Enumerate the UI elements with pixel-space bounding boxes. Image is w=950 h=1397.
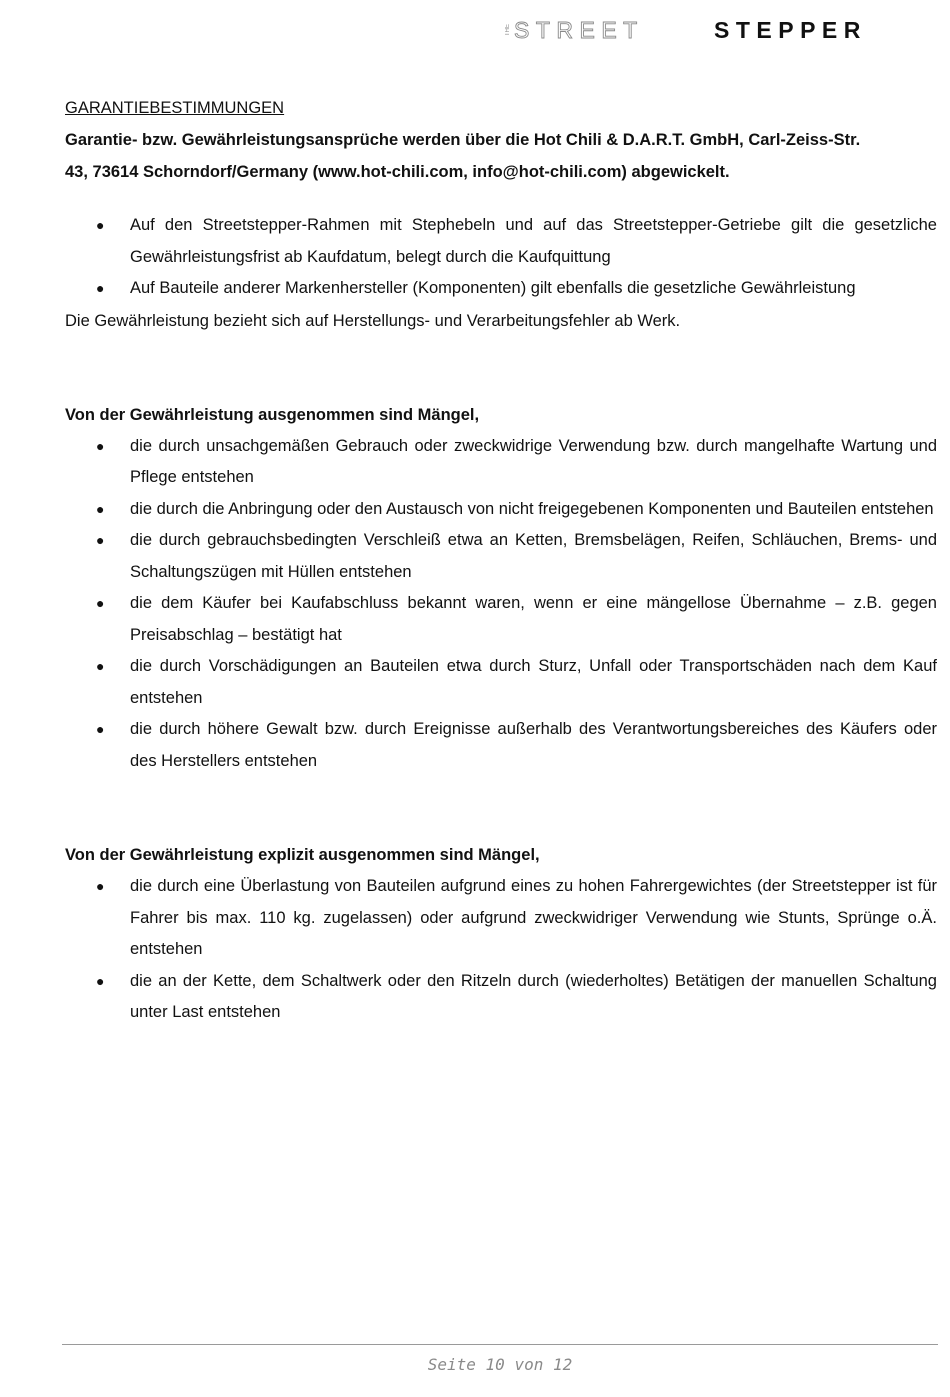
list-item-text: die durch die Anbringung oder den Austausch von nicht freigegebenen Komponenten und Bauteilen entstehen (130, 499, 934, 518)
logo-street-text: STREET (514, 18, 644, 42)
list-item-text: Auf Bauteile anderer Markenhersteller (Komponenten) gilt ebenfalls die gesetzliche Gewährleistung (130, 279, 856, 297)
list-item (65, 494, 937, 526)
logo-stepper-text: STEPPER (714, 18, 867, 42)
bullet-icon: ● (96, 217, 105, 233)
list-item (65, 273, 937, 305)
document-body (65, 92, 937, 1029)
excluded-heading: Von der Gewährleistung ausgenommen sind Mängel, (65, 405, 480, 424)
bullet-icon: ● (96, 721, 105, 737)
explicit-bullet-list (65, 871, 937, 1029)
footer-divider (62, 1344, 938, 1345)
warranty-bullet-list (65, 210, 937, 305)
explicit-heading: Von der Gewährleistung explizit ausgenommen sind Mängel, (65, 846, 540, 864)
page-number: Seite 10 von 12 (427, 1355, 573, 1374)
logo-the-text: THE (505, 24, 511, 36)
bullet-icon: ● (96, 437, 105, 454)
list-item-text: die durch gebrauchsbedingten Verschleiß etwa an Ketten, Bremsbelägen, Reifen, Schläuchen, Brems- und Schaltungszügen mit Hüllen entstehen (130, 531, 937, 581)
list-item (65, 714, 937, 777)
list-item (65, 525, 937, 588)
excluded-bullet-list (65, 431, 937, 778)
list-item-text: die durch höhere Gewalt bzw. durch Ereignisse außerhalb des Verantwortungsbereiches des Käufers oder des Herstellers entstehen (130, 720, 937, 770)
bullet-icon: ● (96, 280, 105, 296)
bullet-icon: ● (96, 595, 105, 611)
list-item (65, 431, 937, 494)
warranty-heading: GARANTIEBESTIMMUNGEN (65, 99, 285, 117)
warranty-intro-line-2: 43, 73614 Schorndorf/Germany (www.hot-chili.com, info@hot-chili.com) abgewickelt. (65, 163, 730, 181)
bullet-icon: ● (96, 532, 105, 548)
list-item-text: Auf den Streetstepper-Rahmen mit Stephebeln und auf das Streetstepper-Getriebe gilt die gesetzliche Gewährleistungsfrist ab Kaufdatum, belegt durch die Kaufquittung (130, 216, 937, 266)
list-item (65, 966, 937, 1029)
logo-wordmark (514, 18, 934, 42)
bullet-icon: ● (96, 878, 105, 894)
list-item (65, 871, 937, 966)
list-item-text: die an der Kette, dem Schaltwerk oder den Ritzeln durch (wiederholtes) Betätigen der manuellen Schaltung unter Last entstehen (130, 971, 937, 1021)
bullet-icon: ● (96, 972, 105, 989)
list-item (65, 210, 937, 273)
list-item (65, 651, 937, 714)
warranty-intro-line-1: Garantie- bzw. Gewährleistungsansprüche werden über die Hot Chili & D.A.R.T. GmbH, Carl-Zeiss-Str. (65, 131, 861, 149)
bullet-icon: ● (96, 500, 105, 517)
list-item-text: die durch unsachgemäßen Gebrauch oder zweckwidrige Verwendung bzw. durch mangelhafte Wartung und Pflege entstehen (130, 436, 937, 486)
list-item (65, 588, 937, 651)
list-item-text: die dem Käufer bei Kaufabschluss bekannt waren, wenn er eine mängellose Übernahme – z.B. gegen Preisabschlag – bestätigt hat (130, 594, 937, 644)
list-item-text: die durch Vorschädigungen an Bauteilen etwa durch Sturz, Unfall oder Transportschäden nach dem Kauf entstehen (130, 657, 937, 707)
brand-logo (505, 18, 934, 42)
bullet-icon: ● (96, 658, 105, 674)
list-item-text: die durch eine Überlastung von Bauteilen aufgrund eines zu hohen Fahrergewichtes (der Streetstepper ist für Fahrer bis max. 110 kg. zugelassen) oder aufgrund zweckwidriger Verwendung wie Stunts, Sprünge o.Ä. entstehen (130, 877, 937, 958)
warranty-scope: Die Gewährleistung bezieht sich auf Herstellungs- und Verarbeitungsfehler ab Werk. (65, 311, 681, 330)
